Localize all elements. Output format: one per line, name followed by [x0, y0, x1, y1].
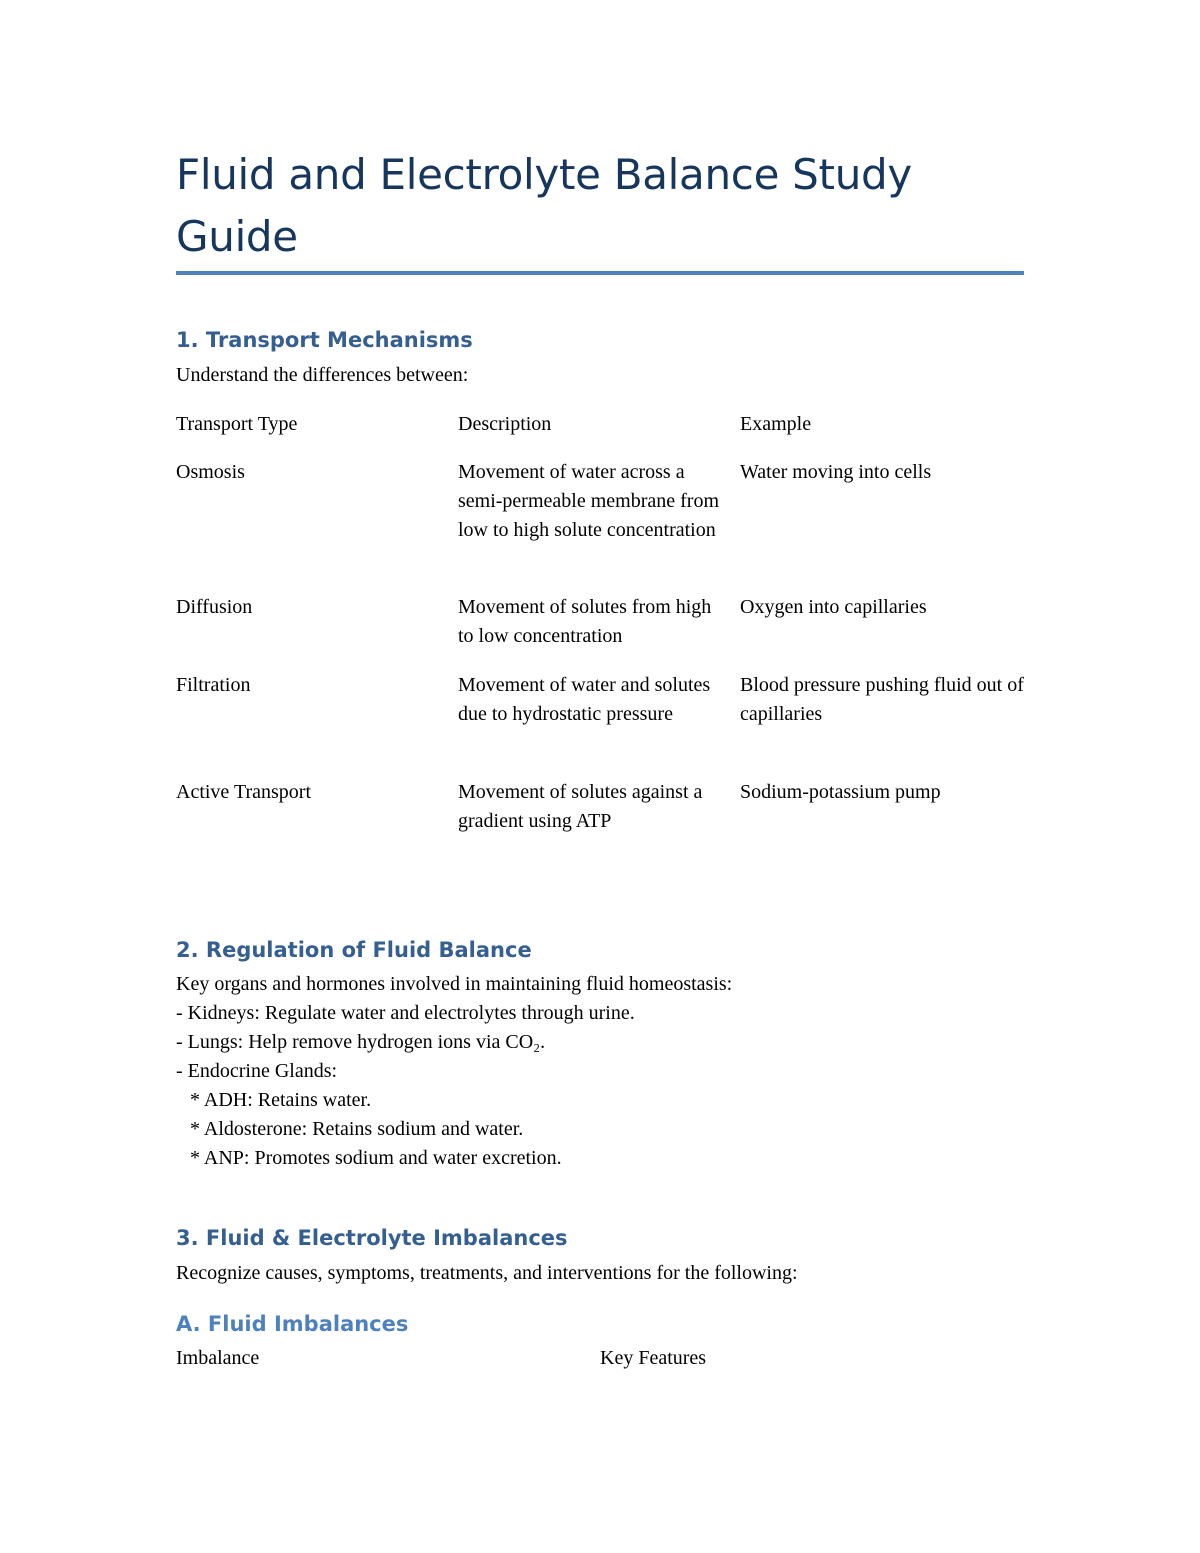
list-item: * ADH: Retains water.	[190, 1089, 372, 1111]
list-item: * Aldosterone: Retains sodium and water.	[190, 1118, 524, 1140]
section-heading-fluid-electrolyte-imbalances: 3. Fluid & Electrolyte Imbalances	[176, 1226, 568, 1250]
subsection-heading-fluid-imbalances: A. Fluid Imbalances	[176, 1312, 409, 1336]
section1-intro: Understand the differences between:	[176, 364, 469, 386]
section2-intro: Key organs and hormones involved in maintaining fluid homeostasis:	[176, 973, 733, 995]
section3-intro: Recognize causes, symptoms, treatments, and interventions for the following:	[176, 1262, 798, 1284]
table-cell-type: Active Transport	[176, 781, 311, 803]
table-cell-example: Oxygen into capillaries	[740, 596, 927, 618]
table-cell-type: Filtration	[176, 674, 251, 696]
table-cell-description: Movement of water across a semi-permeable membrane from low to high solute concentration	[458, 461, 719, 541]
list-item: - Lungs: Help remove hydrogen ions via CO₂.	[176, 1031, 546, 1053]
list-item: - Endocrine Glands:	[176, 1060, 338, 1082]
table-cell-type: Osmosis	[176, 461, 245, 483]
table-cell-example: Sodium-potassium pump	[740, 781, 941, 803]
table-cell-description: Movement of solutes from high to low concentration	[458, 596, 712, 647]
regulation-list	[176, 999, 635, 1173]
table-cell-description: Movement of water and solutes due to hydrostatic pressure	[458, 674, 711, 725]
table-cell-type: Diffusion	[176, 596, 253, 618]
table-header-example: Example	[740, 413, 812, 435]
section-heading-transport-mechanisms: 1. Transport Mechanisms	[176, 328, 473, 352]
table-cell-example: Water moving into cells	[740, 461, 932, 483]
table-cell-example: Blood pressure pushing fluid out of capillaries	[740, 674, 1024, 725]
table-header-transport-type: Transport Type	[176, 413, 298, 435]
section-heading-regulation-of-fluid-balance: 2. Regulation of Fluid Balance	[176, 938, 532, 962]
list-item: * ANP: Promotes sodium and water excretion.	[190, 1147, 562, 1169]
table-header-description: Description	[458, 413, 552, 435]
table-cell-description: Movement of solutes against a gradient using ATP	[458, 781, 703, 832]
table-header-imbalance: Imbalance	[176, 1347, 260, 1369]
document-title: Fluid and Electrolyte Balance Study Guide	[176, 150, 912, 261]
table-header-key-features: Key Features	[600, 1347, 707, 1369]
list-item: - Kidneys: Regulate water and electrolytes through urine.	[176, 1002, 635, 1024]
title-underline-rule	[176, 271, 1024, 275]
